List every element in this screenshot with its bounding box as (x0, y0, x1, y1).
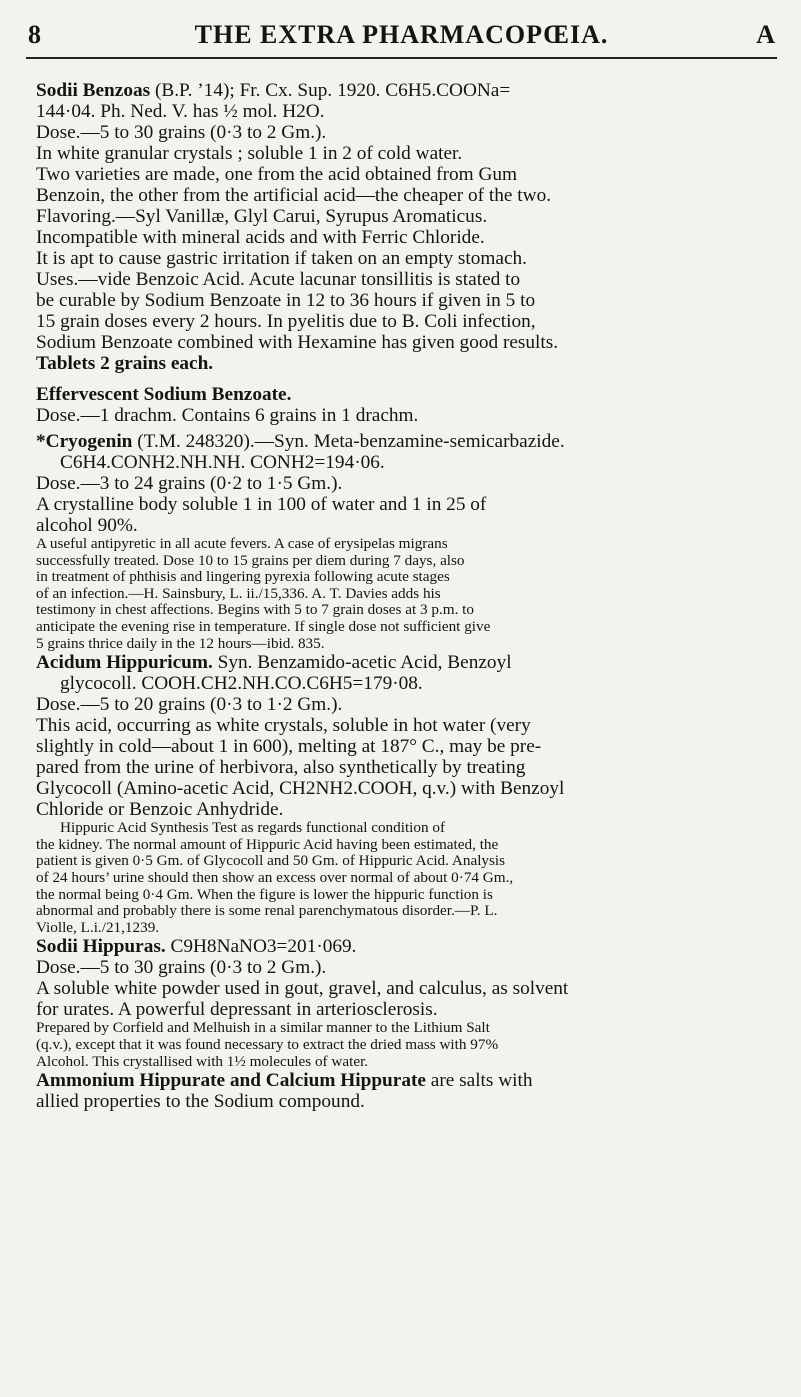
entry-cryogenin-head (36, 431, 775, 452)
note-line: of an infection.—H. Sainsbury, L. ii./15,336. A. T. Davies adds his (36, 584, 441, 602)
text-line: This acid, occurring as white crystals, soluble in hot water (very (36, 715, 531, 737)
text-line: Glycocoll (Amino-acetic Acid, CH2NH2.COOH, q.v.) with Benzoyl (36, 778, 565, 800)
flavoring-line: Flavoring.—Syl Vanillæ, Glyl Carui, Syrupus Aromaticus. (36, 206, 488, 227)
dose-line: Dose.—5 to 30 grains (0·3 to 2 Gm.). (36, 122, 327, 143)
tablets-line: Tablets 2 grains each. (36, 353, 214, 374)
note-line: abnormal and probably there is some renal parenchymatous disorder.—P. L. (36, 902, 498, 920)
text-line: allied properties to the Sodium compound. (36, 1091, 365, 1113)
text-line: (B.P. ’14); Fr. Cx. Sup. 1920. C6H5.COONa= (154, 80, 511, 101)
formula-line: C6H4.CONH2.NH.NH. CONH2=194·06. (60, 452, 385, 473)
dose-line: Dose.—1 drachm. Contains 6 grains in 1 drachm. (36, 405, 419, 426)
dose-line: Dose.—5 to 20 grains (0·3 to 1·2 Gm.). (36, 694, 343, 716)
text-line: A soluble white powder used in gout, gravel, and calculus, as solvent (36, 978, 569, 1000)
uses-line: Uses.—vide Benzoic Acid. Acute lacunar tonsillitis is stated to (36, 269, 521, 290)
headword: Acidum Hippuricum. (36, 652, 213, 674)
page-title: THE EXTRA PHARMACOPŒIA. (194, 20, 609, 49)
page-number: 8 (28, 20, 41, 49)
incompatible-line: Incompatible with mineral acids and with Ferric Chloride. (36, 227, 485, 248)
text-line: alcohol 90%. (36, 515, 138, 536)
text-line: It is apt to cause gastric irritation if taken on an empty stomach. (36, 248, 527, 269)
headword: *Cryogenin (36, 431, 133, 452)
formula-line: glycocoll. COOH.CH2.NH.CO.C6H5=179·08. (60, 673, 423, 695)
note-line: in treatment of phthisis and lingering pyrexia following acute stages (36, 568, 450, 586)
note-line: 5 grains thrice daily in the 12 hours—ibid. 835. (36, 634, 325, 652)
note-line: anticipate the evening rise in temperature. If single dose not sufficient give (36, 617, 491, 635)
dose-line: Dose.—5 to 30 grains (0·3 to 2 Gm.). (36, 957, 327, 979)
note-line: Alcohol. This crystallised with 1½ molecules of water. (36, 1052, 369, 1070)
text-line: pared from the urine of herbivora, also synthetically by treating (36, 757, 526, 779)
text-line: be curable by Sodium Benzoate in 12 to 36 hours if given in 5 to (36, 290, 536, 311)
text-line: are salts with (430, 1070, 533, 1092)
note-line: successfully treated. Dose 10 to 15 grains per diem during 7 days, also (36, 551, 465, 569)
note-line: patient is given 0·5 Gm. of Glycocoll and 50 Gm. of Hippuric Acid. Analysis (36, 852, 506, 870)
dose-line: Dose.—3 to 24 grains (0·2 to 1·5 Gm.). (36, 473, 343, 494)
entry-sodii-benzoas-head (36, 80, 775, 101)
headword: Ammonium Hippurate and Calcium Hippurate (36, 1070, 426, 1092)
note-line: the kidney. The normal amount of Hippuric Acid having been estimated, the (36, 835, 499, 853)
text-line: A crystalline body soluble 1 in 100 of water and 1 in 25 of (36, 494, 487, 515)
note-line: the normal being 0·4 Gm. When the figure is lower the hippuric function is (36, 885, 493, 903)
note-line: Hippuric Acid Synthesis Test as regards functional condition of (60, 819, 446, 837)
formula-line: C9H8NaNO3=201·069. (170, 936, 357, 958)
entry-ammonium-hippurate (36, 1070, 775, 1091)
note-line: Violle, L.i./21,1239. (36, 918, 160, 936)
text-line: slightly in cold—about 1 in 600), melting at 187° C., may be pre- (36, 736, 542, 758)
headword: Sodii Hippuras. (36, 936, 166, 958)
text-line: (T.M. 248320).—Syn. Meta-benzamine-semicarbazide. (137, 431, 565, 452)
entry-sodii-hippuras-head (36, 936, 775, 957)
page-body (36, 80, 775, 1112)
header-rule (26, 57, 777, 59)
text-line: for urates. A powerful depressant in arteriosclerosis. (36, 999, 438, 1021)
headword: Sodii Benzoas (36, 80, 151, 101)
text-line: Two varieties are made, one from the acid obtained from Gum (36, 164, 518, 185)
note-line: A useful antipyretic in all acute fevers. A case of erysipelas migrans (36, 535, 448, 552)
text-line: Benzoin, the other from the artificial acid—the cheaper of the two. (36, 185, 552, 206)
text-line: 144·04. Ph. Ned. V. has ½ mol. H2O. (36, 101, 325, 122)
note-line: Prepared by Corfield and Melhuish in a similar manner to the Lithium Salt (36, 1019, 490, 1037)
headword: Effervescent Sodium Benzoate. (36, 384, 292, 405)
text-line: In white granular crystals ; soluble 1 in 2 of cold water. (36, 143, 463, 164)
note-line: of 24 hours’ urine should then show an excess over normal of about 0·74 Gm., (36, 868, 514, 886)
note-line: (q.v.), except that it was found necessary to extract the dried mass with 97% (36, 1035, 499, 1053)
running-header (28, 20, 775, 54)
note-line: testimony in chest affections. Begins with 5 to 7 grain doses at 3 p.m. to (36, 601, 474, 619)
text-line: Sodium Benzoate combined with Hexamine has given good results. (36, 332, 559, 353)
text-line: Chloride or Benzoic Anhydride. (36, 799, 284, 821)
text-line: 15 grain doses every 2 hours. In pyelitis due to B. Coli infection, (36, 311, 536, 332)
section-letter: A (756, 20, 775, 49)
text-line: Syn. Benzamido-acetic Acid, Benzoyl (217, 652, 512, 674)
entry-acidum-hippuricum-head (36, 652, 775, 673)
